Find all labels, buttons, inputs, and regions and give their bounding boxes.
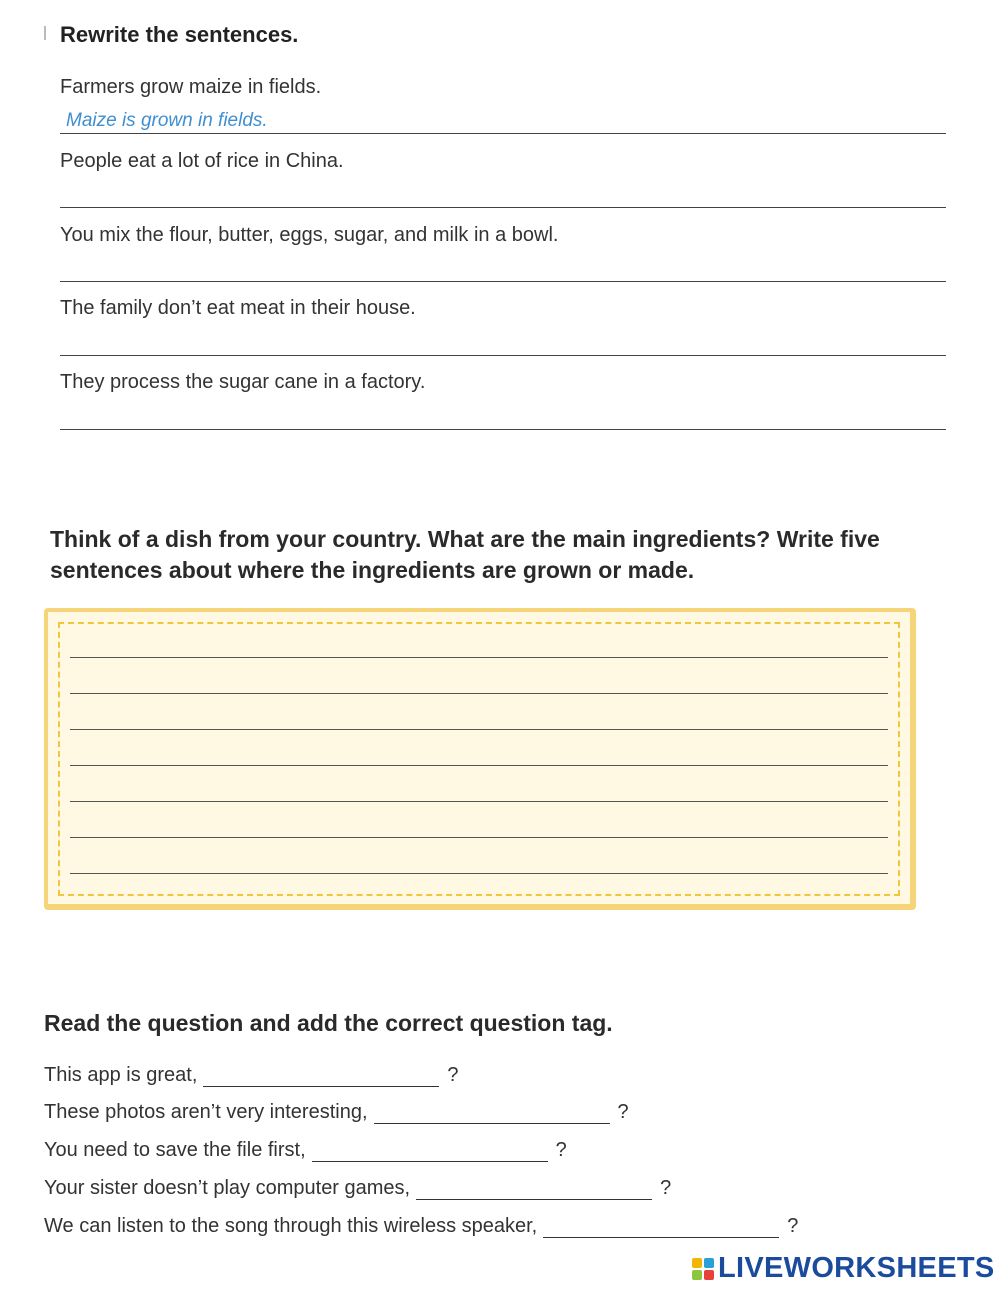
question-tag-input-5[interactable]: [543, 1213, 779, 1238]
writing-line-3: [70, 729, 888, 730]
rewrite-prompt-2: People eat a lot of rice in China.: [60, 150, 344, 172]
question-mark-1: ?: [447, 1064, 459, 1086]
rewrite-prompt-1: Farmers grow maize in fields.: [60, 76, 322, 98]
logo-square-3: [692, 1270, 702, 1280]
section-2-title: Think of a dish from your country. What are the main ingredients? Write five sentences about where the ingredients are grown or made.: [50, 526, 880, 583]
rewrite-answer-1[interactable]: Maize is grown in fields.: [66, 110, 268, 131]
writing-line-6: [70, 837, 888, 838]
question-tag-row-3: [44, 1137, 567, 1162]
answer-line-4: [60, 355, 946, 356]
writing-line-2: [70, 693, 888, 694]
writing-input-6[interactable]: [72, 808, 888, 838]
rewrite-answer-input-5[interactable]: [62, 398, 946, 430]
section-marker: [44, 26, 46, 40]
writing-input-1[interactable]: [72, 628, 888, 658]
question-tag-input-3[interactable]: [312, 1137, 548, 1162]
liveworksheets-logo[interactable]: [692, 1252, 995, 1285]
rewrite-answer-input-3[interactable]: [62, 250, 946, 282]
question-mark-5: ?: [787, 1215, 799, 1237]
question-tag-row-2: [44, 1099, 629, 1124]
question-text-3: You need to save the file first,: [44, 1139, 306, 1161]
rewrite-answer-input-4[interactable]: [62, 323, 946, 355]
answer-line-1: [60, 133, 946, 134]
question-text-2: These photos aren’t very interesting,: [44, 1101, 368, 1123]
logo-grid-icon: [692, 1258, 714, 1280]
question-text-4: Your sister doesn’t play computer games,: [44, 1177, 411, 1199]
answer-line-2: [60, 207, 946, 208]
question-tag-input-4[interactable]: [416, 1175, 652, 1200]
writing-input-5[interactable]: [72, 772, 888, 802]
question-tag-row-5: [44, 1213, 798, 1238]
writing-line-4: [70, 765, 888, 766]
logo-square-2: [704, 1258, 714, 1268]
question-mark-4: ?: [660, 1177, 672, 1199]
question-text-1: This app is great,: [44, 1064, 198, 1086]
question-mark-2: ?: [617, 1101, 629, 1123]
section-3-title: Read the question and add the correct question tag.: [44, 1010, 613, 1036]
question-text-5: We can listen to the song through this wireless speaker,: [44, 1215, 538, 1237]
rewrite-prompt-3: You mix the flour, butter, eggs, sugar, and milk in a bowl.: [60, 224, 559, 246]
question-tag-row-1: [44, 1062, 459, 1087]
question-tag-row-4: [44, 1175, 671, 1200]
rewrite-prompt-5: They process the sugar cane in a factory.: [60, 371, 426, 393]
rewrite-answer-input-2[interactable]: [62, 176, 946, 208]
writing-input-2[interactable]: [72, 664, 888, 694]
answer-line-5: [60, 429, 946, 430]
writing-line-5: [70, 801, 888, 802]
writing-input-4[interactable]: [72, 736, 888, 766]
question-tag-input-2[interactable]: [374, 1099, 610, 1124]
logo-text: LIVEWORKSHEETS: [718, 1252, 995, 1284]
rewrite-prompt-4: The family don’t eat meat in their house.: [60, 297, 416, 319]
logo-square-4: [704, 1270, 714, 1280]
writing-input-3[interactable]: [72, 700, 888, 730]
question-tag-input-1[interactable]: [203, 1062, 439, 1087]
answer-line-3: [60, 281, 946, 282]
writing-input-7[interactable]: [72, 844, 888, 874]
logo-square-1: [692, 1258, 702, 1268]
writing-line-7: [70, 873, 888, 874]
section-1-title: Rewrite the sentences.: [60, 22, 299, 47]
writing-line-1: [70, 657, 888, 658]
question-mark-3: ?: [555, 1139, 567, 1161]
